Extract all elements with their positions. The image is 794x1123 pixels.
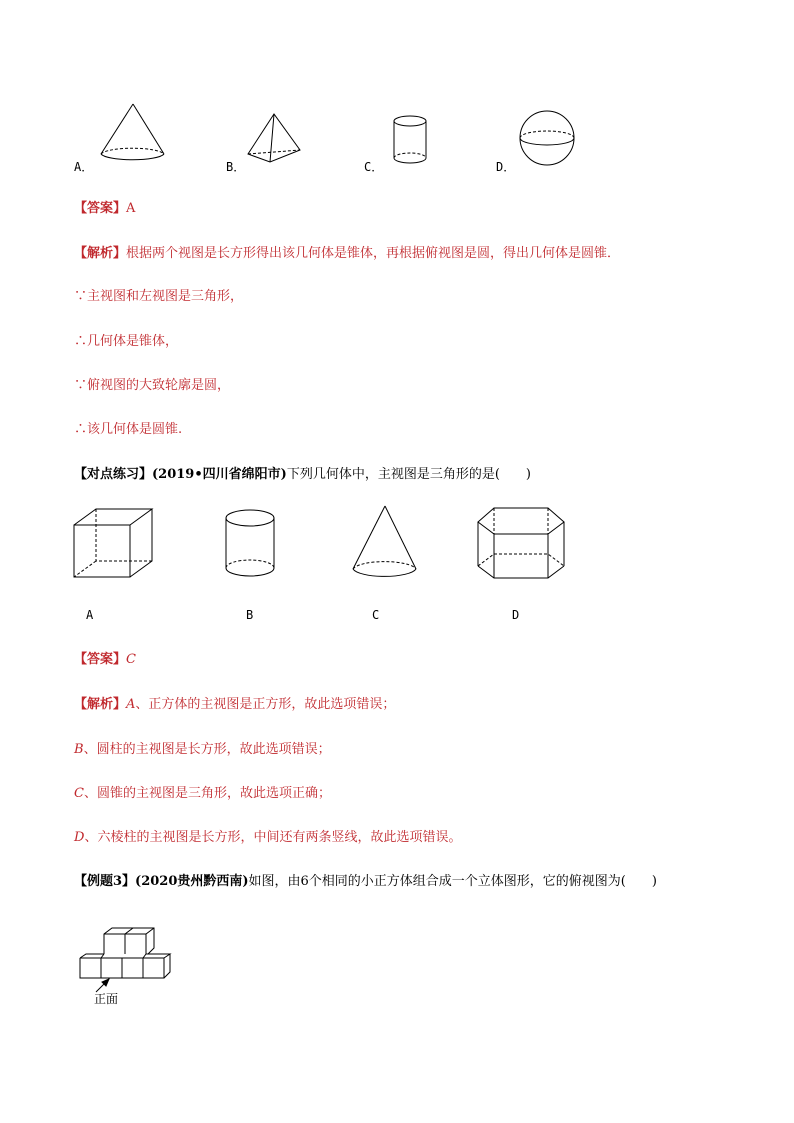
cylinder-figure-b xyxy=(224,508,278,580)
cone-figure-c xyxy=(350,504,420,582)
option-d-label: D． xyxy=(496,160,516,174)
q2-stem: 下列几何体中，主视图是三角形的是( ) xyxy=(286,467,531,482)
sphere-figure-d xyxy=(518,110,578,168)
q2-analysis-letter-a: A xyxy=(126,697,136,712)
q1-step-1: ∵主视图和左视图是三角形， xyxy=(74,289,244,304)
q2-analysis-d xyxy=(74,829,461,847)
cube-figure-a xyxy=(72,507,154,579)
cube-stack-figure xyxy=(78,926,178,986)
analysis-text: 根据两个视图是长方形得出该几何体是锥体，再根据俯视图是圆，得出几何体是圆锥． xyxy=(126,246,621,261)
q2-analysis-text-a: 、正方体的主视图是正方形，故此选项错误； xyxy=(135,697,396,712)
answer-value: A xyxy=(126,201,136,216)
pyramid-figure-b xyxy=(246,112,302,164)
q3-question xyxy=(74,873,657,891)
analysis-text: 、圆柱的主视图是长方形，故此选项错误； xyxy=(83,742,331,757)
q2-option-b-label: B xyxy=(246,608,254,622)
q1-step-4: ∴该几何体是圆锥. xyxy=(74,422,183,437)
q1-step-3: ∵俯视图的大致轮廓是圆， xyxy=(74,378,231,393)
analysis-text: 、六棱柱的主视图是长方形，中间还有两条竖线，故此选项错误。 xyxy=(84,830,462,845)
analysis-text: 、圆锥的主视图是三角形，故此选项正确； xyxy=(83,786,331,801)
q2-source: (2019•四川省绵阳市) xyxy=(152,467,287,482)
q2-analysis-label: 【解析】 xyxy=(74,697,127,712)
option-a-label: A． xyxy=(74,160,94,174)
q1-analysis xyxy=(74,245,620,263)
analysis-letter: B xyxy=(74,742,84,757)
q3-stem: 如图，由6个相同的小正方体组合成一个立体图形，它的俯视图为( ) xyxy=(248,874,657,889)
q2-answer-value: C xyxy=(126,652,136,667)
q2-option-d-label: D xyxy=(512,608,520,622)
q2-answer-label: 【答案】 xyxy=(74,652,127,667)
q2-analysis-c xyxy=(74,785,331,803)
analysis-letter: D xyxy=(74,830,85,845)
cone-figure-a xyxy=(98,102,168,164)
q2-answer xyxy=(74,651,136,669)
front-label: 正面 xyxy=(94,992,119,1006)
hexagonal-prism-figure-d xyxy=(476,506,566,580)
q3-source: (2020贵州黔西南) xyxy=(135,874,249,889)
cylinder-figure-c xyxy=(392,114,430,166)
q2-analysis xyxy=(74,696,395,714)
answer-label: 【答案】 xyxy=(74,201,127,216)
q2-option-a-label: A xyxy=(86,608,94,622)
q2-label: 【对点练习】 xyxy=(74,467,153,482)
q2-option-c-label: C xyxy=(372,608,380,622)
analysis-label: 【解析】 xyxy=(74,246,127,261)
q2-analysis-b xyxy=(74,741,331,759)
option-b-label: B． xyxy=(226,160,246,174)
q1-step-2: ∴几何体是锥体， xyxy=(74,334,179,349)
q1-answer xyxy=(74,200,135,218)
q2-question xyxy=(74,466,531,484)
option-c-label: C． xyxy=(364,160,384,174)
q3-label: 【例题3】 xyxy=(74,874,136,889)
analysis-letter: C xyxy=(74,786,84,801)
